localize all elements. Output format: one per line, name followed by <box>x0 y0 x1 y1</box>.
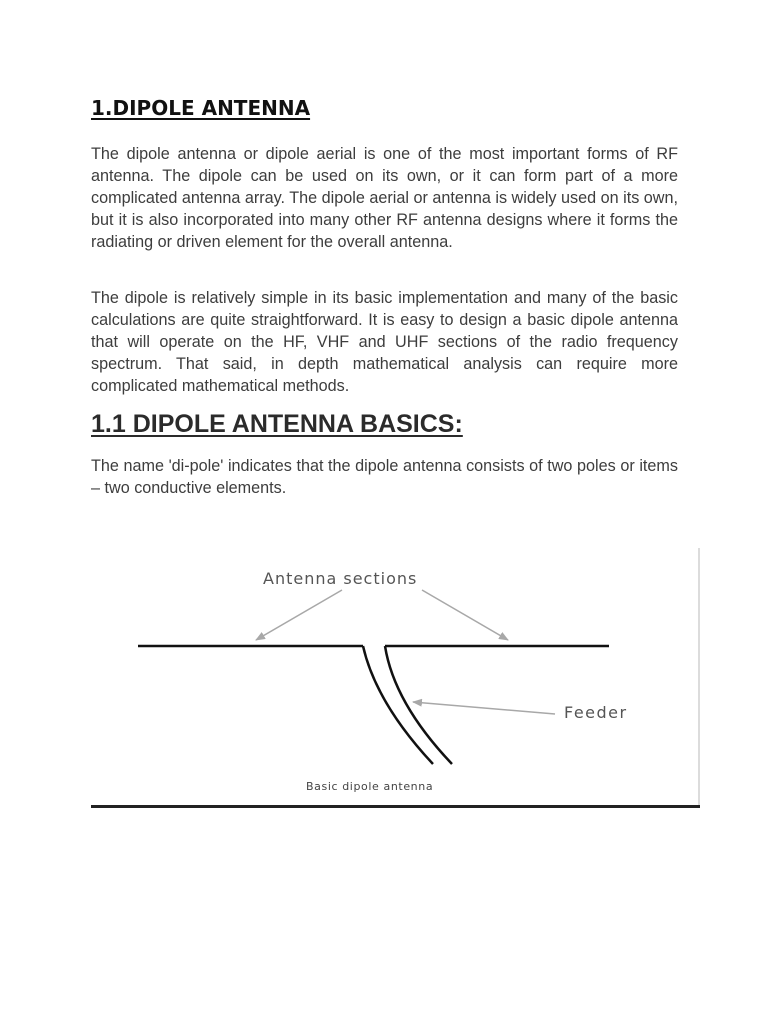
figure-caption: Basic dipole antenna <box>306 780 434 793</box>
basics-paragraph: The name 'di-pole' indicates that the dipole antenna consists of two poles or items – two conductive elements. <box>91 457 678 497</box>
arrow-to-feeder <box>413 702 555 714</box>
label-antenna-sections: Antenna sections <box>263 569 418 588</box>
dipole-antenna-figure <box>91 548 700 808</box>
section-heading-dipole-antenna: 1.DIPOLE ANTENNA <box>91 96 311 120</box>
intro-paragraph-1: The dipole antenna or dipole aerial is one of the most important forms of RF antenna. The dipole can be used on its own, or it can form part of a more complicated antenna array. The dipole aerial or antenna is widely used on its own, but it is also incorporated into many other RF antenna designs where it forms the radiating or driven element for the overall antenna. <box>91 145 678 251</box>
arrow-to-left-section <box>256 590 342 640</box>
figure-border-right <box>698 548 700 806</box>
section-heading-dipole-basics: 1.1 DIPOLE ANTENNA BASICS: <box>91 410 463 438</box>
arrow-to-right-section <box>422 590 508 640</box>
figure-border-bottom <box>91 805 700 808</box>
feeder-line-left <box>363 646 433 764</box>
intro-paragraph-2: The dipole is relatively simple in its basic implementation and many of the basic calculations are quite straightforward. It is easy to design a basic dipole antenna that will operate on the HF, VHF and UHF sections of the radio frequency spectrum. That said, in depth mathematical analysis can require more complicated mathematical methods. <box>91 289 678 395</box>
label-feeder: Feeder <box>564 703 628 722</box>
